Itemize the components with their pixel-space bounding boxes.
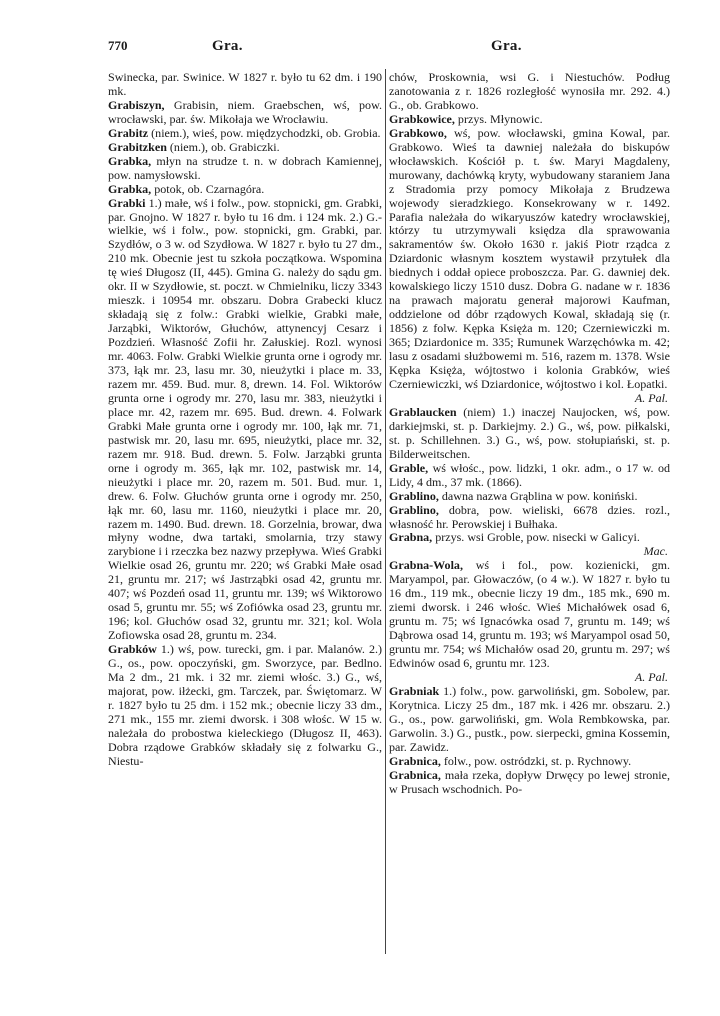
entry-headword: Grabna, (389, 530, 433, 545)
left-column (108, 71, 382, 769)
entry-headword: Grable, (389, 460, 429, 475)
page-header (108, 38, 668, 62)
entry-author-signature: A. Pal. (634, 669, 668, 684)
entry-text: młyn na strudze t. n. w dobrach Kamiennej, pow. namysłowski. (108, 153, 382, 182)
dictionary-entry (108, 183, 382, 197)
entry-text: przys. wsi Groble, pow. nisecki w Galicyi. (432, 530, 640, 545)
entry-headword: Grabka, (108, 153, 152, 168)
entry-headword: Grabniak (389, 683, 440, 698)
dictionary-entry (389, 769, 670, 797)
dictionary-entry (108, 643, 382, 769)
dictionary-entry (389, 127, 670, 406)
entry-text: folw., pow. ostródzki, st. p. Rychnowy. (440, 753, 632, 768)
column-divider (385, 69, 386, 954)
entry-text: przys. Młynowic. (454, 111, 543, 126)
entry-text: chów, Proskownia, wsi G. i Niestuchów. Podług zanotowania z r. 1826 rozległość wynosiła mr. 292. 4.) G., ob. Grabkowo. (389, 70, 670, 112)
entry-text: wś i fol., pow. kozienicki, gm. Maryampol, par. Głowaczów, (o 4 w.). W 1827 r. było tu 16 dm., 119 mk., obecnie liczy 19 dm., 185 mk., 690 m. ziemi dworsk. i 246 włośc. Wieś Michałówek osad 6, gruntu m. 75; wś Ignacówka osad 7, gruntu m. 149; wś Dąbrowa osad 14, gruntu m. 193; wś Maryampol osad 50, gruntu mr. 754; wś Michałów osad 20, gruntu m. 297; wś Edwinów osad 6, gruntu mr. 123. (389, 558, 670, 671)
entry-headword: Grabka, (108, 181, 152, 196)
entry-headword: Grablaucken (389, 404, 457, 419)
entry-text: dobra, pow. wieliski, 6678 dzies. rozl., własność hr. Perowskiej i Bułhaka. (389, 502, 670, 531)
entry-text: Grabisin, niem. Graebschen, wś, pow. wrocławski, par. św. Mikołaja we Wrocławiu. (108, 97, 382, 126)
entry-author-signature: A. Pal. (634, 390, 668, 405)
entry-text: mała rzeka, dopływ Drwęcy po lewej stronie, w Prusach wschodnich. Po- (389, 767, 670, 796)
entry-text: 1.) wś, pow. turecki, gm. i par. Malanów. 2.) G., os., pow. opoczyński, gm. Sworzyce, par. Bedlno. Ma 2 dm., 21 mk. i 32 mr. ziemi włośc. 3.) G., wś, majorat, pow. iłżecki, gm. Tarczek, par. Świętomarz. W r. 1827 było tu 25 dm. i 152 mk.; obecnie liczy 33 dm., 271 mk., 155 mr. ziemi dworsk. i 308 włośc. W 15 w. należała do probostwa kieleckiego (Długosz II, 463). Dobra rządowe Grabków składały się z folwarku G., Niestu- (108, 642, 382, 768)
dictionary-entry (389, 559, 670, 685)
dictionary-entry (108, 99, 382, 127)
entry-headword: Grabna-Wola, (389, 558, 463, 573)
entry-headword: Grabnica, (389, 767, 441, 782)
entry-text: (niem) 1.) inaczej Naujocken, wś, pow. darkiejmski, st. p. Darkiejmy. 2.) G., wś, pow. piłkalski, st. p. Schillehnen. 3.) G., wś, pow. stołupiański, st. p. Bilderweitschen. (389, 404, 670, 461)
dictionary-entry (389, 71, 670, 113)
entry-text: 1.) małe, wś i folw., pow. stopnicki, gm. Grabki, par. Gnojno. W 1827 r. było tu 16 dm. i 124 mk. 2.) G.-wielkie, wś i folw., pow. stopnicki, gm. Grabki, par. Szydłów, o 3 w. od Szydłowa. W 1827 r. było tu 27 dm., 210 mk. Obecnie jest tu szkoła początkowa. Wspomina tę wieś Długosz (II, 445). Gmina G. należy do sądu gm. okr. II w Szydłowie, st. poczt. w Chmielniku, liczy 3343 mieszk. i 10954 mr. obszaru. Dobra Grabecki klucz składają się z folw.: Grabki wielkie, Grabki małe, Jarząbki, Wiktorów, Głuchów, attynencyj Cesarz i Pozdzień. Własność Zofii hr. Załuskiej. Rozl. wynosi mr. 4063. Folw. Grabki Wielkie grunta orne i ogrody mr. 373, łąk mr. 23, lasu mr. 30, nieużytki i place m. 33, razem mr. 459. Bud. mur. 8, drewn. 14. Fol. Wiktorów grunta orne i ogrody mr. 270, lasu mr. 383, nieużytki i place mr. 42, razem mr. 695. Bud. drewn. 4. Folwark Grabki Małe grunta orne i ogrody mr. 100, łąk mr. 71, pastwisk mr. 20, lasu mr. 695, nieużytki, place mr. 32, razem mr. 918. Bud. drewn. 5. Folw. Jarząbki grunta orne i ogrody m. 365, łąk mr. 102, pastwisk mr. 14, nieużytki i place mr. 20, razem m. 501. Bud. mur. 1, drew. 6. Folw. Głuchów grunta orne i ogrody mr. 250, łąk mr. 60, lasu mr. 1160, nieużytki i place mr. 20, razem m. 1490. Bud. drewn. 18. Gorzelnia, browar, dwa młyny wodne, dwa tartaki, smolarnia, trzy stawy zarybione i i rzeczka bez nazwy przepływa. Wieś Grabki Wielkie osad 26, gruntu mr. 220; wś Grabki Małe osad 21, gruntu mr. 217; wś Jastrząbki osad 42, gruntu mr. 407; wś Pozdeń osad 11, gruntu mr. 139; wś Wiktorowo osad 5, gruntu mr. 55; wś Zofiówka osad 23, gruntu mr. 196; kol. Głuchów osad 32, gruntu mr. 321; kol. Wola Zofiowska osad 28, gruntu m. 234. (108, 195, 382, 643)
entry-headword: Grabkowice, (389, 111, 455, 126)
entry-text: wś, pow. włocławski, gmina Kowal, par. Grabkowo. Wieś ta dawniej należała do biskupów włocławskich. Kościół p. t. św. Maryi Magdaleny, murowany, dachówką kryty, wybudowany staraniem Jana z Stradomia przy pomocy Mikołaja z Brudzewa wojewody sieradzkiego. Konsekrowany w r. 1492. Parafia należała do wikaryuszów katedry wrocławskiej, którzy tu utrzymywali księdza dla sprawowania sakramentów św. Około 1630 r. jakiś Piotr rządca z Dziardonic własnym kosztem wystawił przytułek dla biednych i oddał opiece proboszcza. Par. G. dawniej dek. kowalskiego liczy 1510 dusz. Dobra G. nadane w r. 1836 na prawach majoratu generał majorowi Kaufman, oddzielone od dóbr rządowych Kowal, składają się (r. 1856) z folw. Kępka Księża m. 120; Czerniewiczki m. 365; Dziardonice m. 335; Rumunek Warzęchówka m. 42; lasu z osadami służbowemi m. 516, razem m. 1378. Wsie Kępka Księża, wójtostwo i kolonia Grabków, wieś Czerniewiczki, wś Dziardonice, wójtostwo i kol. Łopatki. (389, 125, 670, 391)
dictionary-entry (389, 462, 670, 490)
dictionary-entry (108, 71, 382, 99)
entry-headword: Grabki (108, 195, 146, 210)
entry-text: Swinecka, par. Swinice. W 1827 r. było tu 62 dm. i 190 mk. (108, 70, 382, 98)
entry-text: (niem.), wieś, pow. międzychodzki, ob. Grobia. (148, 125, 381, 140)
running-head-right: Gra. (491, 38, 522, 54)
entry-headword: Grabkowo, (389, 125, 447, 140)
entry-headword: Grablino, (389, 488, 439, 503)
dictionary-entry (108, 127, 382, 141)
entry-headword: Grabiszyn, (108, 97, 165, 112)
entry-text: wś włośc., pow. lidzki, 1 okr. adm., o 17 w. od Lidy, 4 dm., 37 mk. (1866). (389, 460, 670, 489)
entry-text: (niem.), ob. Grabiczki. (166, 139, 280, 154)
entry-headword: Grabitzken (108, 139, 167, 154)
dictionary-entry (108, 197, 382, 644)
dictionary-entry (389, 406, 670, 462)
entry-headword: Grabków (108, 642, 157, 657)
entry-headword: Grablino, (389, 502, 439, 517)
entry-headword: Grabitz (108, 125, 149, 140)
dictionary-entry (389, 113, 670, 127)
dictionary-entry (389, 685, 670, 755)
running-head-left: Gra. (212, 38, 243, 54)
entry-text: potok, ob. Czarnagóra. (151, 181, 265, 196)
entry-text: 1.) folw., pow. garwoliński, gm. Sobolew, par. Korytnica. Liczy 25 dm., 187 mk. i 426 mr. obszaru. 2.) G., os., pow. garwoliński, gm. Wola Rembkowska, par. Garwolin. 3.) G., pustk., pow. sierpecki, gmina Kossemin, par. Zawidz. (389, 683, 670, 754)
entry-author-signature: Mac. (643, 544, 668, 559)
entry-headword: Grabnica, (389, 753, 441, 768)
entry-text: dawna nazwa Grąblina w pow. koniński. (438, 488, 638, 503)
dictionary-entry (389, 490, 670, 504)
dictionary-entry (389, 504, 670, 532)
dictionary-entry (108, 141, 382, 155)
right-column (389, 71, 670, 797)
dictionary-entry (389, 755, 670, 769)
dictionary-entry (389, 531, 670, 559)
page-number: 770 (108, 38, 128, 53)
dictionary-entry (108, 155, 382, 183)
